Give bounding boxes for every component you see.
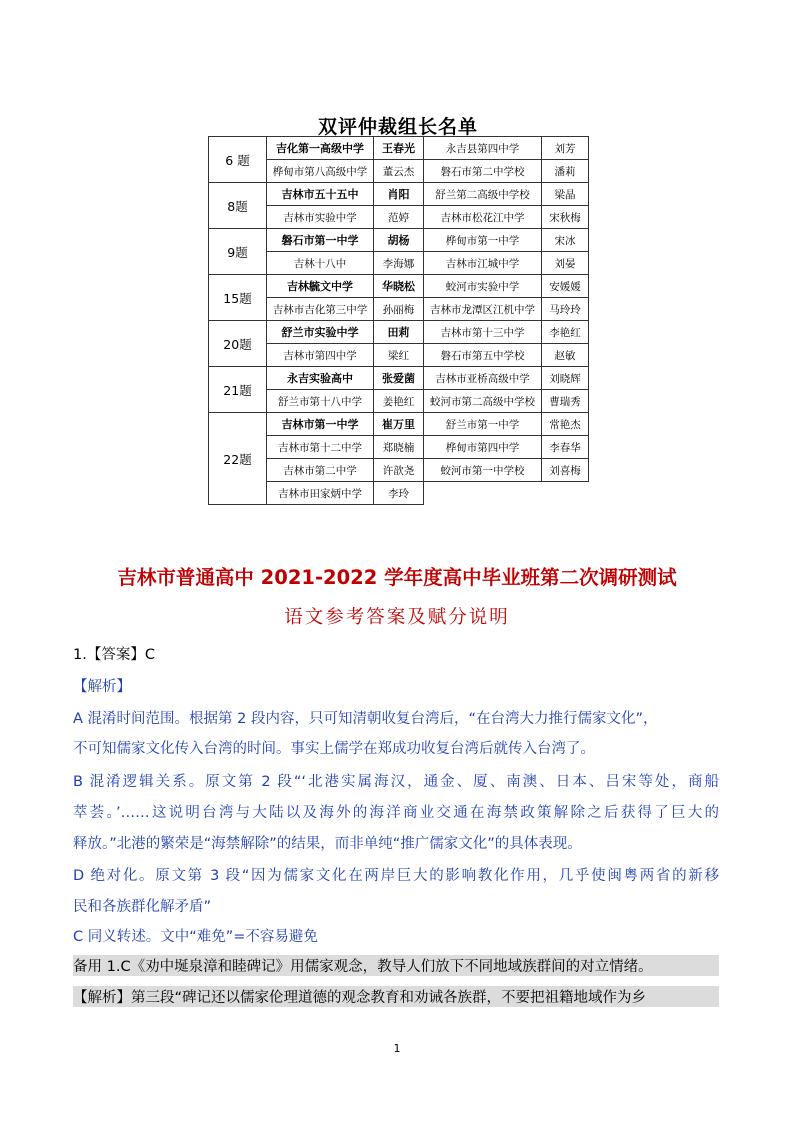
school-cell: 吉林市实验中学 (267, 206, 374, 229)
school-cell: 桦甸市第四中学 (424, 436, 542, 459)
exam-subtitle: 语文参考答案及赋分说明 (284, 607, 510, 628)
roster-row (209, 367, 589, 390)
school-cell: 舒兰市第十八中学 (267, 390, 374, 413)
roster-title: 双评仲裁组长名单 (317, 116, 478, 138)
roster-row (209, 137, 589, 160)
person-cell: 李春华 (542, 436, 589, 459)
analysis-line: A 混淆时间范围。根据第 2 段内容，只可知清朝收复台湾后，“在台湾大力推行儒家文化”， (73, 711, 658, 727)
school-cell: 磐石市第五中学校 (424, 344, 542, 367)
analysis-line: 释放。”北港的繁荣是“海禁解除”的结果，而非单纯“推广儒家文化”的具体表现。 (73, 836, 582, 852)
person-cell: 赵敏 (542, 344, 589, 367)
school-cell: 桦甸市第八高级中学 (267, 160, 374, 183)
person-cell: 肖阳 (374, 183, 424, 206)
school-cell: 吉林市五十五中 (267, 183, 374, 206)
school-cell: 吉林市江城中学 (424, 252, 542, 275)
person-cell: 曹瑞秀 (542, 390, 589, 413)
person-cell: 田莉 (374, 321, 424, 344)
roster-row (209, 413, 589, 436)
school-cell: 蛟河市实验中学 (424, 275, 542, 298)
analysis-line: C 同义转述。文中“难免”=不容易避免 (73, 929, 318, 945)
answer-q1: 1.【答案】C (73, 647, 155, 663)
person-cell: 刘芳 (542, 137, 589, 160)
person-cell: 宋冰 (542, 229, 589, 252)
question-cell: 6 题 (209, 137, 267, 183)
person-cell: 马玲玲 (542, 298, 589, 321)
question-cell: 20题 (209, 321, 267, 367)
school-cell: 吉林市第一中学 (267, 413, 374, 436)
backup-question: 备用 1.C《劝中埏泉漳和睦碑记》用儒家观念，教导人们放下不同地域族群间的对立情绪。 (73, 955, 719, 976)
school-cell: 蛟河市第二高级中学校 (424, 390, 542, 413)
analysis-line: 不可知儒家文化传入台湾的时间。事实上儒学在郑成功收复台湾后就传入台湾了。 (73, 741, 595, 757)
school-cell: 蛟河市第一中学校 (424, 459, 542, 482)
analysis-label: 【解析】 (73, 679, 131, 695)
person-cell: 李玲 (374, 482, 424, 505)
person-cell: 刘晓辉 (542, 367, 589, 390)
analysis-line: B 混淆逻辑关系。原文第 2 段“‘北港实属海汉，通金、厦、南澳、日本、吕宋等处，商船 (73, 774, 719, 790)
roster-row (209, 229, 589, 252)
person-cell: 潘莉 (542, 160, 589, 183)
person-cell: 李艳红 (542, 321, 589, 344)
exam-title: 吉林市普通高中 2021-2022 学年度高中毕业班第二次调研测试 (117, 566, 677, 589)
school-cell: 舒兰第二高级中学校 (424, 183, 542, 206)
school-cell: 吉林市松花江中学 (424, 206, 542, 229)
person-cell: 崔万里 (374, 413, 424, 436)
analysis-line: 民和各族群化解矛盾” (73, 899, 212, 915)
person-cell: 王春光 (374, 137, 424, 160)
roster-row (209, 183, 589, 206)
empty-cell (424, 482, 542, 505)
roster-table (208, 136, 589, 505)
person-cell: 孙丽梅 (374, 298, 424, 321)
question-cell: 9题 (209, 229, 267, 275)
school-cell: 磐石市第一中学 (267, 229, 374, 252)
person-cell: 张爱菌 (374, 367, 424, 390)
person-cell: 姜艳红 (374, 390, 424, 413)
school-cell: 永吉实验高中 (267, 367, 374, 390)
person-cell: 胡杨 (374, 229, 424, 252)
person-cell: 许歆尧 (374, 459, 424, 482)
person-cell: 刘晏 (542, 252, 589, 275)
question-cell: 8题 (209, 183, 267, 229)
school-cell: 磐石市第二中学校 (424, 160, 542, 183)
school-cell: 吉化第一高级中学 (267, 137, 374, 160)
school-cell: 吉林市田家炳中学 (267, 482, 374, 505)
person-cell: 常艳杰 (542, 413, 589, 436)
school-cell: 永吉县第四中学 (424, 137, 542, 160)
person-cell: 范婷 (374, 206, 424, 229)
person-cell: 郑晓楠 (374, 436, 424, 459)
person-cell: 梁晶 (542, 183, 589, 206)
person-cell: 董云杰 (374, 160, 424, 183)
analysis-line: 萃荟。’……这说明台湾与大陆以及海外的海洋商业交通在海禁政策解除之后获得了巨大的 (73, 805, 719, 821)
person-cell: 宋秋梅 (542, 206, 589, 229)
person-cell: 刘喜梅 (542, 459, 589, 482)
school-cell: 桦甸市第一中学 (424, 229, 542, 252)
empty-cell (542, 482, 589, 505)
person-cell: 梁红 (374, 344, 424, 367)
question-cell: 15题 (209, 275, 267, 321)
school-cell: 舒兰市第一中学 (424, 413, 542, 436)
school-cell: 吉林十八中 (267, 252, 374, 275)
analysis-line: D 绝对化。原文第 3 段“因为儒家文化在两岸巨大的影响教化作用，几乎使闽粤两省的新移 (73, 868, 719, 884)
question-cell: 21题 (209, 367, 267, 413)
school-cell: 舒兰市实验中学 (267, 321, 374, 344)
school-cell: 吉林市第四中学 (267, 344, 374, 367)
school-cell: 吉林市亚桥高级中学 (424, 367, 542, 390)
school-cell: 吉林市第十三中学 (424, 321, 542, 344)
roster-row (209, 321, 589, 344)
school-cell: 吉林市第十二中学 (267, 436, 374, 459)
school-cell: 吉林市第二中学 (267, 459, 374, 482)
school-cell: 吉林市龙潭区江机中学 (424, 298, 542, 321)
school-cell: 吉林市吉化第三中学 (267, 298, 374, 321)
page-number: 1 (393, 1042, 401, 1055)
backup-analysis: 【解析】第三段“碑记还以儒家伦理道德的观念教育和劝诫各族群，不要把祖籍地域作为乡 (73, 986, 719, 1007)
person-cell: 李海娜 (374, 252, 424, 275)
person-cell: 安媛媛 (542, 275, 589, 298)
question-cell: 22题 (209, 413, 267, 505)
school-cell: 吉林毓文中学 (267, 275, 374, 298)
person-cell: 华晓松 (374, 275, 424, 298)
roster-row (209, 275, 589, 298)
